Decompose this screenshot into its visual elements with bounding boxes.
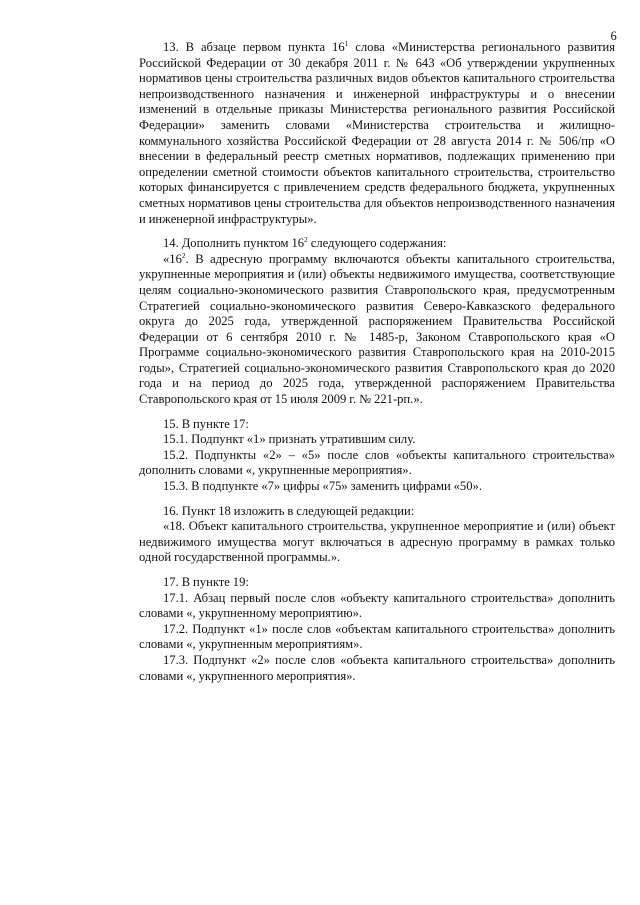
- paragraph-15-3: 15.3. В подпункте «7» цифры «75» заменить цифрами «50».: [163, 479, 482, 494]
- paragraph-14-quote: «$16^2$. В адресную программу включаются объекты капитального строительства, укрупненные мероприятия и (или) объекты недвижимого имущества, соответствующие целям социально-экономического развития Ставропольского края, предусмотренным Стратегией социально-экономического развития Северо-Кавказского федерального округа до 2025 года, утвержденной распоряжением Правительства Российской Федерации от 6 сентября 2010 г. № 1485-р, Законом Ставропольского края «О Программе социально-экономического развития Ставропольского края на 2010-2015 годы», Стратегией социально-экономического развития Ставропольского края до 2020 года и на период до 2025 года, утвержденной распоряжением Правительства Ставропольского края от 15 июля 2009 г. № 221-рп.».: [139, 250, 615, 407]
- paragraph-15-1: 15.1. Подпункт «1» признать утратившим силу.: [163, 432, 416, 447]
- superscript: 2: [181, 250, 186, 260]
- paragraph-15-2: 15.2. Подпункты «2» – «5» после слов «объекты капитального строительства» дополнить словами «, укрупненные мероприятия».: [139, 447, 615, 478]
- superscript: 2: [304, 235, 308, 245]
- document-body: [139, 40, 615, 684]
- paragraph-15: 15. В пункте 17:: [163, 416, 249, 431]
- paragraph-13: 13. В абзаце первом пункта $16^1$ слова «Министерства регионального развития Российской Федерации от 30 декабря 2011 г. № 643 «Об утверждении укрупненных нормативов цены строительства различных видов объектов капитального строительства непроизводственного назначения и инженерной инфраструктуры и о внесении изменений в отдельные приказы Министерства регионального развития Российской Федерации» заменить словами «Министерства строительства и жилищно-коммунального хозяйства Российской Федерации от 28 августа 2014 г. № 506/пр «О внесении в федеральный реестр сметных нормативов, подлежащих применению при определении сметной стоимости объектов капитального строительства, строительство которых финансируется с привлечением средств федерального бюджета, укрупненных сметных нормативов цены строительства для объектов непроизводственного назначения и инженерной инфраструктуры».: [139, 39, 615, 226]
- superscript: 1: [344, 39, 349, 48]
- page-number: 6: [610, 29, 617, 43]
- paragraph-17-2: 17.2. Подпункт «1» после слов «объектам капитального строительства» дополнить словами «, укрупненным мероприятиям».: [139, 621, 615, 652]
- paragraph-17: 17. В пункте 19:: [163, 575, 249, 589]
- paragraph-17-1: 17.1. Абзац первый после слов «объекту капитального строительства» дополнить словами «, укрупненному мероприятию».: [139, 590, 615, 621]
- paragraph-16: 16. Пункт 18 изложить в следующей редакции:: [163, 503, 415, 518]
- paragraph-16-quote: «18. Объект капитального строительства, укрупненное мероприятие и (или) объект недвижимого имущества могут включаться в адресную программу в рамках только одной государственной программы.».: [139, 519, 615, 565]
- paragraph-14: 14. Дополнить пунктом $16^2$ следующего содержания:: [163, 235, 447, 251]
- paragraph-17-3: 17.3. Подпункт «2» после слов «объекта капитального строительства» дополнить словами «, укрупненного мероприятия».: [139, 652, 615, 683]
